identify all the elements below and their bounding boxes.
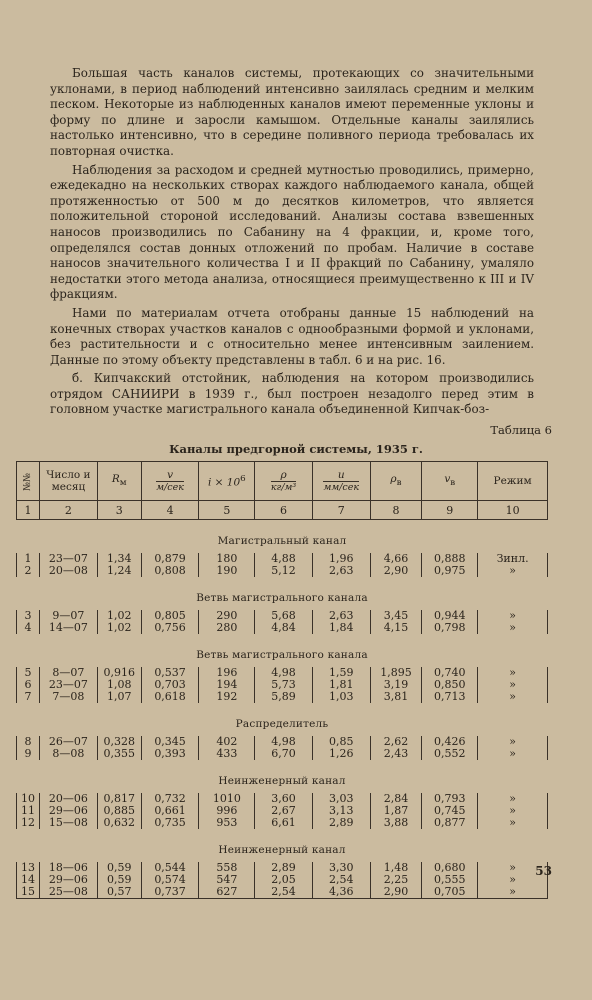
table-cell: 280	[199, 622, 255, 634]
column-number: 8	[370, 501, 422, 520]
table-cell: 5,12	[255, 565, 313, 577]
table-cell: 0,850	[422, 679, 478, 691]
table-cell: 1,48	[370, 862, 422, 874]
page-number: 53	[535, 864, 552, 878]
group-header-row	[17, 520, 548, 554]
table-cell: 0,85	[312, 736, 370, 748]
header-vv: $v_в$	[422, 462, 478, 501]
table-cell: 1,895	[370, 667, 422, 679]
table-cell: 2,89	[255, 862, 313, 874]
table-cell: »	[478, 817, 548, 829]
table-cell: »	[478, 610, 548, 622]
table-cell: 12	[17, 817, 40, 829]
table-cell: 558	[199, 862, 255, 874]
table-cell: 1,08	[97, 679, 141, 691]
header-velocity: $\frac{v}{\text{м/сек}}$	[141, 462, 199, 501]
table-cell: 3,81	[370, 691, 422, 703]
table-cell: 2,84	[370, 793, 422, 805]
table-cell: 196	[199, 667, 255, 679]
table-cell: 1,07	[97, 691, 141, 703]
column-number-row	[17, 501, 548, 520]
table-cell: 8—08	[39, 748, 97, 760]
table-cell: 2,63	[312, 565, 370, 577]
table-cell: 1,24	[97, 565, 141, 577]
table-cell: 18—06	[39, 862, 97, 874]
table-cell: 547	[199, 874, 255, 886]
table-cell: 0,544	[141, 862, 199, 874]
table-cell: 2,43	[370, 748, 422, 760]
table-cell: 3,45	[370, 610, 422, 622]
table-cell: 0,798	[422, 622, 478, 634]
table-cell: 3,60	[255, 793, 313, 805]
table-cell: 2,62	[370, 736, 422, 748]
table-cell: 1,26	[312, 748, 370, 760]
table-cell: 4,36	[312, 886, 370, 899]
table-cell: 0,885	[97, 805, 141, 817]
table-cell: 26—07	[39, 736, 97, 748]
table-row	[17, 622, 548, 634]
table-cell: »	[478, 622, 548, 634]
table-cell: 0,680	[422, 862, 478, 874]
table-cell: 5	[17, 667, 40, 679]
table-cell: 1	[17, 553, 40, 565]
table-cell: 15—08	[39, 817, 97, 829]
table-cell: »	[478, 886, 548, 899]
table-cell: 1,59	[312, 667, 370, 679]
column-number: 1	[17, 501, 40, 520]
table-cell: 10	[17, 793, 40, 805]
header-row	[17, 462, 548, 501]
table-cell: 5,68	[255, 610, 313, 622]
table-cell: 1,02	[97, 610, 141, 622]
table-cell: 3,13	[312, 805, 370, 817]
table-cell: »	[478, 748, 548, 760]
table-cell: 2,67	[255, 805, 313, 817]
table-cell: 4,66	[370, 553, 422, 565]
paragraph: Нами по материалам отчета отобраны данные 15 наблюдений на конечных створах участков каналов с однообразными формой и уклонами, без растительности и с относительно менее интенсивным заилением. Данные по этому объекту представлены в табл. 6 и на рис. 16.	[50, 305, 534, 367]
table-cell: »	[478, 862, 548, 874]
table-cell: 14—07	[39, 622, 97, 634]
table-cell: 23—07	[39, 553, 97, 565]
table-cell: 1,03	[312, 691, 370, 703]
table-cell: 3,03	[312, 793, 370, 805]
table-cell: 0,618	[141, 691, 199, 703]
table-cell: 290	[199, 610, 255, 622]
table-cell: 5,73	[255, 679, 313, 691]
group-header-row	[17, 577, 548, 610]
column-number: 5	[199, 501, 255, 520]
group-header-row	[17, 829, 548, 862]
table-cell: 0,703	[141, 679, 199, 691]
table-cell: »	[478, 874, 548, 886]
table-cell: 6	[17, 679, 40, 691]
column-number: 4	[141, 501, 199, 520]
table-cell: 0,808	[141, 565, 199, 577]
table-cell: 402	[199, 736, 255, 748]
table-cell: 433	[199, 748, 255, 760]
table-cell: 0,756	[141, 622, 199, 634]
header-slope: $i \times 10^6$	[199, 462, 255, 501]
table-cell: 9—07	[39, 610, 97, 622]
table-cell: 0,574	[141, 874, 199, 886]
table-cell: 11	[17, 805, 40, 817]
table-cell: 0,345	[141, 736, 199, 748]
table-cell: 1010	[199, 793, 255, 805]
table-cell: 0,975	[422, 565, 478, 577]
column-number: 9	[422, 501, 478, 520]
table-cell: »	[478, 805, 548, 817]
table-cell: 7	[17, 691, 40, 703]
table-cell: 2,05	[255, 874, 313, 886]
table-cell: 4,88	[255, 553, 313, 565]
table-cell: 4,98	[255, 736, 313, 748]
paragraph: Наблюдения за расходом и средней мутностью проводились, примерно, ежедекадно на нескольких створах каждого наблюдаемого канала, общей протяженностью от 500 м до десятков километров, что является положительной стороной исследований. Анализы состава взвешенных наносов производились по Сабанину на 4 фракции, и, кроме того, определялся состав донных отложений по пробам. Наличие в составе наносов значительного количества I и II фракций по Сабанину, умаляло недостатки этого метода анализа, относящиеся преимущественно к III и IV фракциям.	[50, 162, 534, 302]
table-cell: 8—07	[39, 667, 97, 679]
table-cell: 194	[199, 679, 255, 691]
header-regime: Режим	[478, 462, 548, 501]
table-cell: 7—08	[39, 691, 97, 703]
data-table	[16, 461, 548, 899]
table-cell: 1,87	[370, 805, 422, 817]
table-cell: 1,96	[312, 553, 370, 565]
table-cell: 0,817	[97, 793, 141, 805]
table-cell: 29—06	[39, 805, 97, 817]
table-cell: 2,89	[312, 817, 370, 829]
table-cell: »	[478, 691, 548, 703]
table-cell: 0,705	[422, 886, 478, 899]
header-rm: $R_м$	[97, 462, 141, 501]
table-cell: 0,57	[97, 886, 141, 899]
table-body	[17, 520, 548, 899]
table-cell: 6,61	[255, 817, 313, 829]
table-title: Каналы предгорной системы, 1935 г.	[169, 442, 423, 456]
group-label: Ветвь магистрального канала	[196, 649, 368, 661]
column-number: 7	[312, 501, 370, 520]
table-row	[17, 886, 548, 899]
table-cell: 180	[199, 553, 255, 565]
table-cell: 2,90	[370, 886, 422, 899]
paragraph: Большая часть каналов системы, протекающих со значительными уклонами, в период наблюдений интенсивно заилялась средним и мелким песком. Некоторые из наблюденных каналов имеют переменные уклоны и форму по длине и заросли камышом. Отдельные каналы заилялись настолько интенсивно, что в середине поливного периода требовалась их повторная очистка.	[50, 66, 534, 158]
table-cell: 0,944	[422, 610, 478, 622]
table-cell: 8	[17, 736, 40, 748]
table-cell: 0,537	[141, 667, 199, 679]
table-cell: 0,661	[141, 805, 199, 817]
table-row	[17, 691, 548, 703]
table-cell: 0,735	[141, 817, 199, 829]
table-cell: 14	[17, 874, 40, 886]
table-cell: 20—06	[39, 793, 97, 805]
table-cell: 0,740	[422, 667, 478, 679]
table-cell: 2,54	[255, 886, 313, 899]
table-cell: 0,59	[97, 874, 141, 886]
table-cell: 0,59	[97, 862, 141, 874]
table-cell: 0,877	[422, 817, 478, 829]
table-cell: »	[478, 679, 548, 691]
table-cell: 25—08	[39, 886, 97, 899]
table-row	[17, 817, 548, 829]
table-cell: 4,15	[370, 622, 422, 634]
column-number: 3	[97, 501, 141, 520]
table-cell: 0,745	[422, 805, 478, 817]
header-num: №№	[17, 462, 40, 501]
group-label: Магистральный канал	[217, 535, 347, 547]
table-cell: 1,34	[97, 553, 141, 565]
table-cell: 1,81	[312, 679, 370, 691]
table-cell: 0,552	[422, 748, 478, 760]
table-cell: 3,30	[312, 862, 370, 874]
table-cell: 2,90	[370, 565, 422, 577]
header-fall-velocity: $\frac{u}{\text{мм/сек}}$	[312, 462, 370, 501]
table-row	[17, 565, 548, 577]
table-cell: 3,19	[370, 679, 422, 691]
table-cell: 29—06	[39, 874, 97, 886]
table-cell: 2,25	[370, 874, 422, 886]
header-density: $\frac{\rho}{\text{кг/м³}}$	[255, 462, 313, 501]
table-cell: 0,732	[141, 793, 199, 805]
table-cell: 0,793	[422, 793, 478, 805]
table-cell: »	[478, 565, 548, 577]
table-cell: 0,328	[97, 736, 141, 748]
group-label: Неинженерный канал	[218, 775, 346, 787]
table-cell: 0,713	[422, 691, 478, 703]
group-label: Распределитель	[235, 718, 329, 730]
table-cell: 15	[17, 886, 40, 899]
header-pv: $\rho_в$	[370, 462, 422, 501]
table-cell: »	[478, 736, 548, 748]
table-cell: 23—07	[39, 679, 97, 691]
group-label: Неинженерный канал	[218, 844, 346, 856]
table-cell: Зинл.	[478, 553, 548, 565]
table-cell: 4,98	[255, 667, 313, 679]
column-number: 2	[39, 501, 97, 520]
body-text	[50, 66, 534, 421]
table-cell: 5,89	[255, 691, 313, 703]
table-cell: 996	[199, 805, 255, 817]
table-cell: 627	[199, 886, 255, 899]
table-cell: 0,632	[97, 817, 141, 829]
table-cell: 20—08	[39, 565, 97, 577]
table-cell: 953	[199, 817, 255, 829]
group-header-row	[17, 703, 548, 736]
table-label: Таблица 6	[490, 423, 552, 437]
table-cell: 0,916	[97, 667, 141, 679]
table-cell: 13	[17, 862, 40, 874]
table-cell: 0,393	[141, 748, 199, 760]
table-row	[17, 748, 548, 760]
table-cell: 2	[17, 565, 40, 577]
table-cell: »	[478, 667, 548, 679]
table-cell: 0,888	[422, 553, 478, 565]
column-number: 10	[478, 501, 548, 520]
header-date: Число и месяц	[39, 462, 97, 501]
table-cell: 0,805	[141, 610, 199, 622]
table-cell: 0,355	[97, 748, 141, 760]
table-cell: 2,54	[312, 874, 370, 886]
table-cell: 0,426	[422, 736, 478, 748]
group-header-row	[17, 760, 548, 793]
table-cell: 1,84	[312, 622, 370, 634]
table-cell: »	[478, 793, 548, 805]
table-cell: 2,63	[312, 610, 370, 622]
group-header-row	[17, 634, 548, 667]
table-cell: 190	[199, 565, 255, 577]
table-cell: 0,879	[141, 553, 199, 565]
table-cell: 3	[17, 610, 40, 622]
table-cell: 9	[17, 748, 40, 760]
group-label: Ветвь магистрального канала	[196, 592, 368, 604]
table-cell: 1,02	[97, 622, 141, 634]
table-cell: 0,555	[422, 874, 478, 886]
table-cell: 6,70	[255, 748, 313, 760]
paragraph: б. Кипчакский отстойник, наблюдения на котором производились отрядом САНИИРИ в 1939 г., был построен незадолго перед этим в головном участке магистрального канала объединенной Кипчак-боз-	[50, 371, 534, 417]
table-cell: 3,88	[370, 817, 422, 829]
table-cell: 4,84	[255, 622, 313, 634]
table-cell: 4	[17, 622, 40, 634]
column-number: 6	[255, 501, 313, 520]
table-cell: 192	[199, 691, 255, 703]
table-cell: 0,737	[141, 886, 199, 899]
